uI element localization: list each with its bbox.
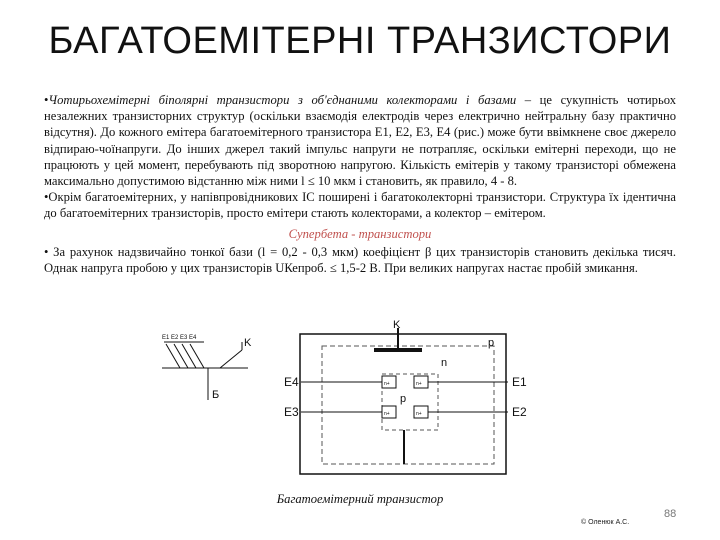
label-k: K xyxy=(393,319,401,331)
paragraph-text: – це сукупність чотирьох незалежних транзисторних структур (оскільки взаємодія електродів через електрично нейтральну базу практично відсутня). До кожного емітера багатоемітерного транзистора Е1, Е2, Е3, Е4 (рис.) може бути ввімкнене своє джерело відпираю-чоїнапруги. До інших джерел такий імпульс напруги не потрапляє, оскільки емітерні переходи, що не працюють у цей момент, перебувають під зворотною напругою. Кількість емітерів у такому транзисторі обмежена максимально допустимою відстанню між ними l ≤ 10 мкм і становить, як правило, 4 - 8. xyxy=(44,93,676,189)
label-e1: E1 xyxy=(512,375,527,389)
emitter-lead-2 xyxy=(174,344,188,368)
transistor-symbol xyxy=(162,342,248,400)
figure-caption: Багатоемітерний транзистор xyxy=(276,492,444,506)
label-e3: E3 xyxy=(284,405,299,419)
label-p-base: p xyxy=(400,393,407,405)
section-subtitle: Супербета - транзистори xyxy=(288,226,432,241)
label-e4: E4 xyxy=(284,375,299,389)
emitter-lead-3 xyxy=(182,344,196,368)
paragraph-superbeta: • За рахунок надзвичайно тонкої бази (l = 0,2 - 0,3 мкм) коефіцієнт β цих транзисторів становить декілька тисяч. Однак напруга пробою у цих транзисторів UКепроб. ≤ 1,5-2 В. При великих напругах настає пробій змикання. xyxy=(44,244,676,276)
symbol-emitter-labels: E1 E2 E3 E4 xyxy=(162,335,197,341)
emitter-lead-4 xyxy=(190,344,204,368)
emitter-lead-1 xyxy=(166,344,180,368)
symbol-base-label: Б xyxy=(212,389,220,401)
paragraph-lead: Чотирьохемітерні біполярні транзистори з об'єднаними колекторами і базами xyxy=(48,93,517,107)
n-plus-label-e4: n+ xyxy=(384,381,390,387)
page-number: 88 xyxy=(664,508,677,520)
symbol-collector-label: K xyxy=(244,337,252,349)
paragraph-multiemitter xyxy=(44,92,676,189)
copyright: © Оленюк А.С. xyxy=(581,519,630,526)
collector-lead xyxy=(220,350,242,368)
n-plus-label-e3: n+ xyxy=(384,411,390,417)
n-plus-label-e2: n+ xyxy=(416,411,422,417)
n-plus-label-e1: n+ xyxy=(416,381,422,387)
label-e2: E2 xyxy=(512,405,527,419)
paragraph-multicollector: •Окрім багатоемітерних, у напівпровідникових ІС поширені і багатоколекторні транзистори. Структура їх ідентична до багатоемітерних транзисторів, просто емітери стають колекторами, а колектор – емітером. xyxy=(44,190,676,221)
transistor-diagram xyxy=(160,319,700,498)
slide-body xyxy=(44,92,676,276)
bullet: • xyxy=(44,93,49,107)
slide-title: БАГАТОЕМІТЕРНІ ТРАНЗИСТОРИ xyxy=(48,20,672,62)
n-region xyxy=(322,346,494,464)
label-n: n xyxy=(441,357,448,369)
label-p-outer: p xyxy=(488,337,495,349)
